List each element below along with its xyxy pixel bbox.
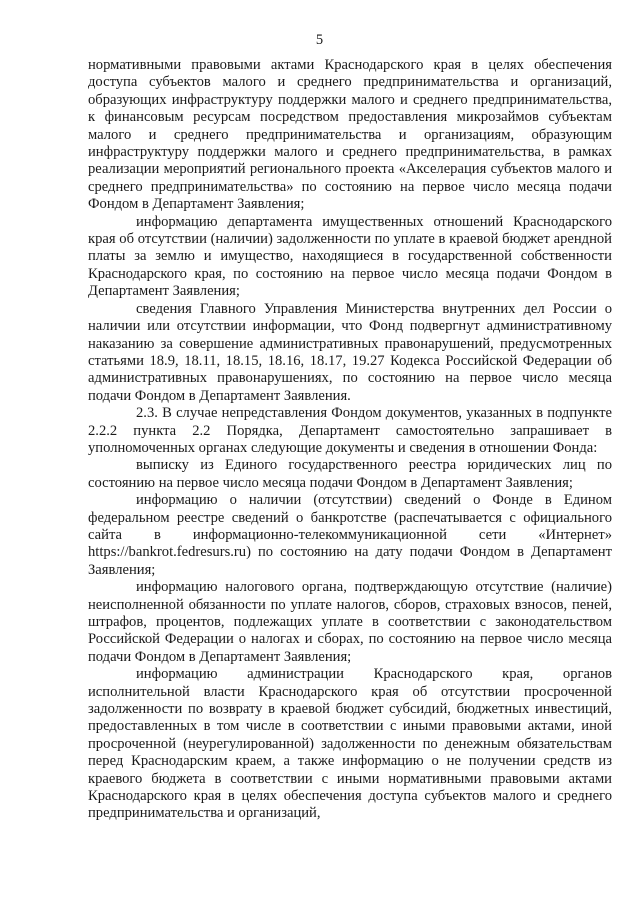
paragraph: информацию налогового органа, подтверждающую отсутствие (наличие) неисполненной обязанности по уплате налогов, сборов, страховых взносов, пеней, штрафов, процентов, подлежащих уплате в соответствии с законодательством Российской Федерации о налогах и сборах, по состоянию на первое число месяца подачи Фондом в Департамент Заявления; (88, 579, 612, 665)
paragraph: выписку из Единого государственного реестра юридических лиц по состоянию на первое число месяца подачи Фондом в Департамент Заявления; (88, 457, 612, 491)
paragraph: информацию администрации Краснодарского края, органов исполнительной власти Краснодарского края об отсутствии просроченной задолженности по возврату в краевой бюджет субсидий, бюджетных инвестиций, предоставленных в том числе в соответствии с иными правовыми актами, иной просроченной (неурегулированной) задолженности по денежным обязательствам перед Краснодарским краем, а также информацию о не получении средств из краевого бюджета в соответствии с иными нормативными правовыми актами Краснодарского края в целях обеспечения доступа субъектов малого и среднего предпринимательства и организаций, (88, 666, 612, 822)
paragraph: 2.3. В случае непредставления Фондом документов, указанных в подпункте 2.2.2 пункта 2.2 Порядка, Департамент самостоятельно запрашивает в уполномоченных органах следующие документы и сведения в отношении Фонда: (88, 405, 612, 456)
document-body (88, 57, 612, 823)
paragraph: информацию департамента имущественных отношений Краснодарского края об отсутствии (наличии) задолженности по уплате в краевой бюджет арендной платы за землю и имущество, находящиеся в государственной собственности Краснодарского края, по состоянию на первое число месяца подачи Фондом в Департамент Заявления; (88, 213, 612, 300)
paragraph: информацию о наличии (отсутствии) сведений о Фонде в Едином федеральном реестре сведений о банкротстве (распечатывается с официального сайта в информационно-телекоммуникационной сети «Интернет» https://bankrot.fedresurs.ru) по состоянию на дату подачи Фондом в Департамент Заявления; (88, 492, 612, 578)
paragraph: сведения Главного Управления Министерства внутренних дел России о наличии или отсутствии информации, что Фонд подвергнут административному наказанию за совершение административных правонарушений, предусмотренных статьями 18.9, 18.11, 18.15, 18.16, 18.17, 19.27 Кодекса Российской Федерации об административных правонарушениях, по состоянию на первое число месяца подачи Фондом в Департамент Заявления. (88, 300, 612, 404)
paragraph: нормативными правовыми актами Краснодарского края в целях обеспечения доступа субъектов малого и среднего предпринимательства и организаций, образующих инфраструктуру поддержки малого и среднего предпринимательства, к финансовым ресурсам посредством предоставления микрозаймов субъектам малого и среднего предпринимательства и организациям, образующим инфраструктуру поддержки малого и среднего предпринимательства, в рамках реализации мероприятий регионального проекта «Акселерация субъектов малого и среднего предпринимательства» по состоянию на первое число месяца подачи Фондом в Департамент Заявления; (88, 57, 612, 213)
page-number: 5 (315, 32, 324, 48)
